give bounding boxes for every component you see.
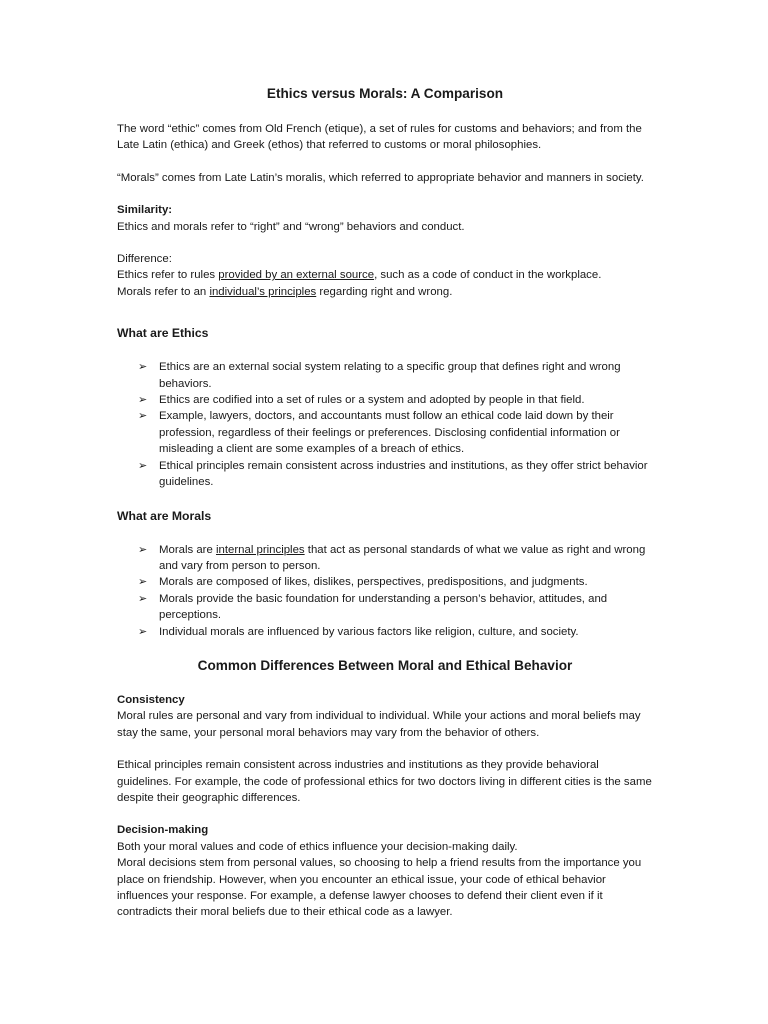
decision-making-label: Decision-making [117, 824, 209, 837]
difference-line-1-end: , such as a code of conduct in the workplace. [374, 269, 602, 282]
list-item-text-start: Morals are [159, 543, 216, 556]
arrow-bullet-icon: ➢ [138, 576, 148, 589]
decision-making-line-1: Both your moral values and code of ethics influence your decision-making daily. [117, 840, 518, 853]
consistency-label: Consistency [117, 693, 185, 706]
list-item [117, 458, 653, 491]
list-item [117, 542, 653, 575]
list-item [117, 591, 653, 624]
arrow-bullet-icon: ➢ [138, 361, 148, 374]
ethics-list [117, 359, 653, 490]
similarity-block [117, 202, 653, 235]
morals-list [117, 542, 653, 640]
arrow-bullet-icon: ➢ [138, 543, 148, 556]
arrow-bullet-icon: ➢ [138, 410, 148, 423]
decision-making-block [117, 822, 653, 920]
list-item [117, 408, 653, 457]
difference-line-2 [117, 286, 452, 298]
list-item [117, 624, 653, 640]
decision-making-paragraph-2: Moral decisions stem from personal values, so choosing to help a friend results from the importance you place on friendship. However, when you encounter an ethical issue, your code of ethical behavior influences your response. For example, a defense lawyer chooses to defend their client even if it contradicts their moral beliefs due to their ethical code as a lawyer. [117, 857, 642, 919]
list-item-text: Ethics are codified into a set of rules or a system and adopted by people in that field. [159, 394, 585, 407]
similarity-label: Similarity: [117, 204, 173, 217]
similarity-text: Ethics and morals refer to “right” and “wrong” behaviors and conduct. [117, 220, 465, 233]
list-item-text: Morals provide the basic foundation for understanding a person’s behavior, attitudes, and perceptions. [159, 592, 608, 622]
list-item-text: Example, lawyers, doctors, and accountants must follow an ethical code laid down by their profession, regardless of their feelings or preferences. Disclosing confidential information or misleading a client are some examples of a breach of ethics. [159, 410, 620, 456]
difference-line-2-start: Morals refer to an [117, 285, 210, 298]
internal-principles-underlined: internal principles [215, 543, 305, 556]
list-item [117, 574, 653, 590]
external-source-underlined: provided by an external source [218, 269, 375, 282]
consistency-block [117, 692, 653, 741]
consistency-paragraph-2: Ethical principles remain consistent across industries and institutions as they provide behavioral guidelines. For example, the code of professional ethics for two doctors living in different cities is the same despite their geographic differences. [117, 759, 652, 804]
list-item-text: Individual morals are influenced by various factors like religion, culture, and society. [159, 625, 579, 638]
arrow-bullet-icon: ➢ [138, 459, 148, 472]
individuals-principles-underlined: individual’s principles [209, 285, 317, 298]
difference-line-1-start: Ethics refer to rules [117, 269, 219, 282]
morals-origin-paragraph: “Morals” comes from Late Latin’s moralis, which referred to appropriate behavior and manners in society. [117, 171, 644, 184]
what-are-ethics-heading: What are Ethics [117, 326, 209, 341]
arrow-bullet-icon: ➢ [138, 625, 148, 638]
list-item-text: Ethical principles remain consistent across industries and institutions, as they offer strict behavior guidelines. [159, 459, 648, 489]
list-item-text-end: that act as personal standards of what we value as right and wrong and vary from person to person. [159, 543, 646, 572]
consistency-paragraph-1: Moral rules are personal and vary from individual to individual. While your actions and moral beliefs may stay the same, your personal moral behaviors may vary from the behavior of others. [117, 710, 641, 739]
list-item-text: Ethics are an external social system relating to a specific group that defines right and wrong behaviors. [159, 361, 621, 390]
common-differences-heading: Common Differences Between Moral and Ethical Behavior [197, 657, 573, 673]
list-item [117, 359, 653, 392]
arrow-bullet-icon: ➢ [138, 592, 148, 605]
ethic-origin-paragraph: The word “ethic” comes from Old French (etique), a set of rules for customs and behaviors; and from the Late Latin (ethica) and Greek (ethos) that referred to customs or moral philosophies. [117, 123, 642, 152]
list-item [117, 392, 653, 408]
document-title: Ethics versus Morals: A Comparison [266, 86, 504, 101]
list-item-text: Morals are composed of likes, dislikes, perspectives, predispositions, and judgments. [159, 576, 588, 589]
document-page [117, 84, 653, 937]
difference-label: Difference: [117, 253, 172, 266]
what-are-morals-heading: What are Morals [117, 508, 212, 523]
difference-line-2-end: regarding right and wrong. [316, 285, 453, 298]
difference-line-1 [117, 269, 601, 281]
difference-block [117, 251, 653, 300]
arrow-bullet-icon: ➢ [138, 394, 148, 407]
